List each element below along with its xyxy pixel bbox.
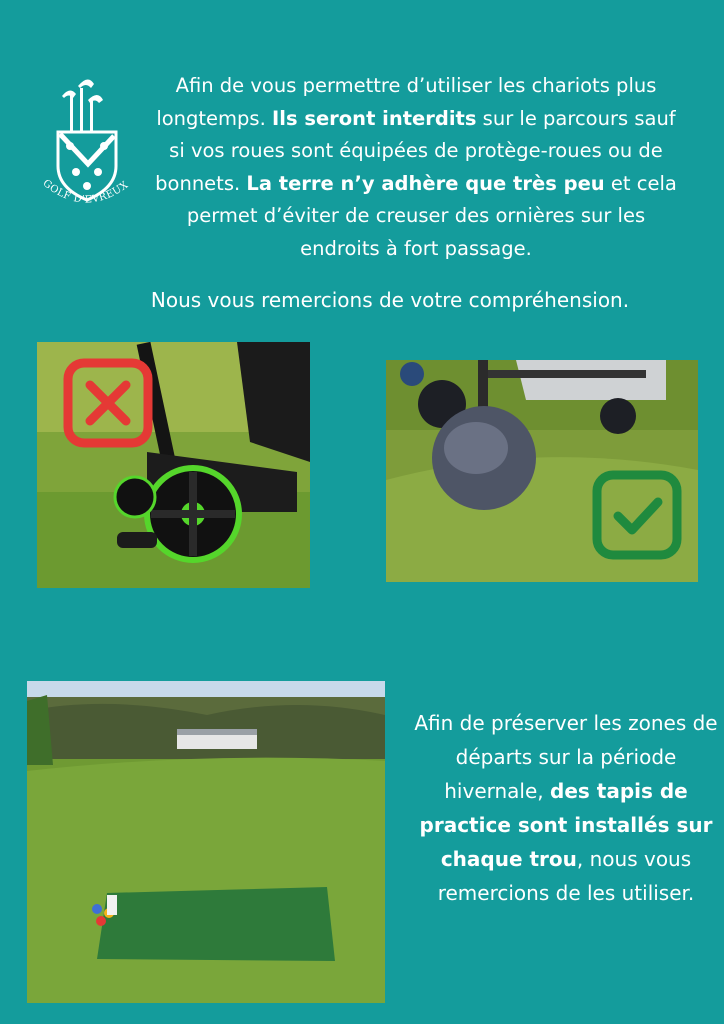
svg-text:GOLF D'EVREUX: GOLF D'EVREUX — [40, 177, 131, 206]
logo-text-arc — [32, 74, 142, 214]
cross-mark-icon — [63, 358, 153, 448]
thanks-line: Nous vous remercions de votre compréhension. — [150, 288, 630, 312]
tee-mat-photo — [27, 681, 385, 1003]
intro-paragraph: Afin de vous permettre d’utiliser les chariots plus longtemps. Ils seront interdits sur le parcours sauf si vos roues sont équipées de protège-roues ou de bonnets. La terre n’y adhère que très peu et cela permet d’éviter de creuser des ornières sur les endroits à fort passage. — [155, 74, 677, 260]
tee-paragraph: Afin de préserver les zones de départs sur la période hivernale, des tapis de practice sont installés sur chaque trou, nous vous remercions de les utiliser. — [414, 711, 718, 905]
check-mark-icon — [592, 470, 682, 560]
golf-evreux-logo — [32, 74, 142, 214]
